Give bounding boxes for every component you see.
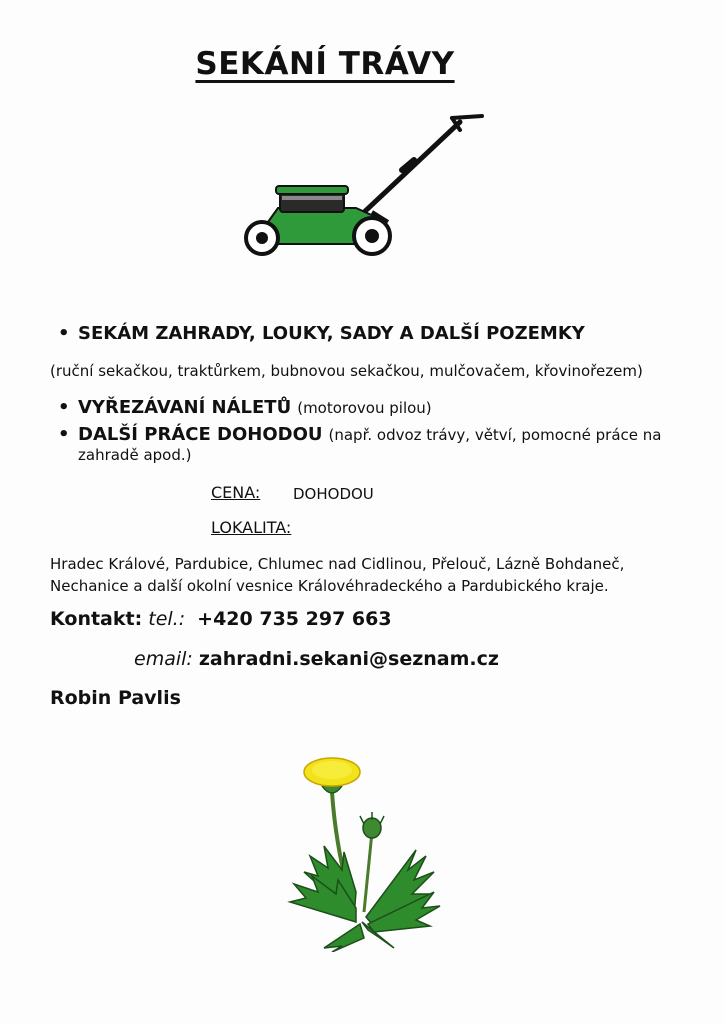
bullet-icon: • [58, 424, 70, 445]
service-item-other [58, 424, 661, 445]
phone-label: tel.: [148, 608, 186, 630]
dandelion-icon [284, 752, 444, 952]
service-item-mowing [58, 323, 585, 344]
contact-phone-row [50, 608, 392, 630]
bullet-icon: • [58, 323, 70, 344]
lawn-mower-icon [238, 104, 488, 256]
bullet-icon: • [58, 397, 70, 418]
location-line-2: Nechanice a další okolní vesnice Královéhradeckého a Pardubického kraje. [50, 577, 609, 595]
contact-name: Robin Pavlis [50, 687, 181, 709]
page-title: SEKÁNÍ TRÁVY [195, 46, 455, 82]
service-item-other-label: DALŠÍ PRÁCE DOHODOU [78, 424, 323, 445]
email-address[interactable]: zahradni.sekani@seznam.cz [198, 648, 499, 670]
contact-email-row [134, 648, 499, 670]
service-item-other-detail-cont: zahradě apod.) [78, 446, 192, 464]
email-label: email: [134, 648, 193, 670]
price-label: CENA: [211, 483, 261, 502]
location-label: LOKALITA: [211, 518, 292, 537]
service-item-other-detail: (např. odvoz trávy, větví, pomocné práce na [328, 426, 662, 444]
service-item-cutting-label: VYŘEZÁVANÍ NÁLETŮ [78, 397, 292, 418]
service-item-mowing-detail: (ruční sekačkou, traktůrkem, bubnovou sekačkou, mulčovačem, křovinořezem) [50, 362, 643, 380]
service-item-cutting [58, 397, 432, 418]
phone-number[interactable]: +420 735 297 663 [197, 608, 392, 630]
contact-label: Kontakt: [50, 608, 143, 630]
service-item-cutting-detail: (motorovou pilou) [297, 399, 432, 417]
price-value: DOHODOU [293, 485, 374, 503]
service-item-mowing-label: SEKÁM ZAHRADY, LOUKY, SADY A DALŠÍ POZEMKY [78, 323, 585, 344]
location-line-1: Hradec Králové, Pardubice, Chlumec nad Cidlinou, Přelouč, Lázně Bohdaneč, [50, 555, 625, 573]
